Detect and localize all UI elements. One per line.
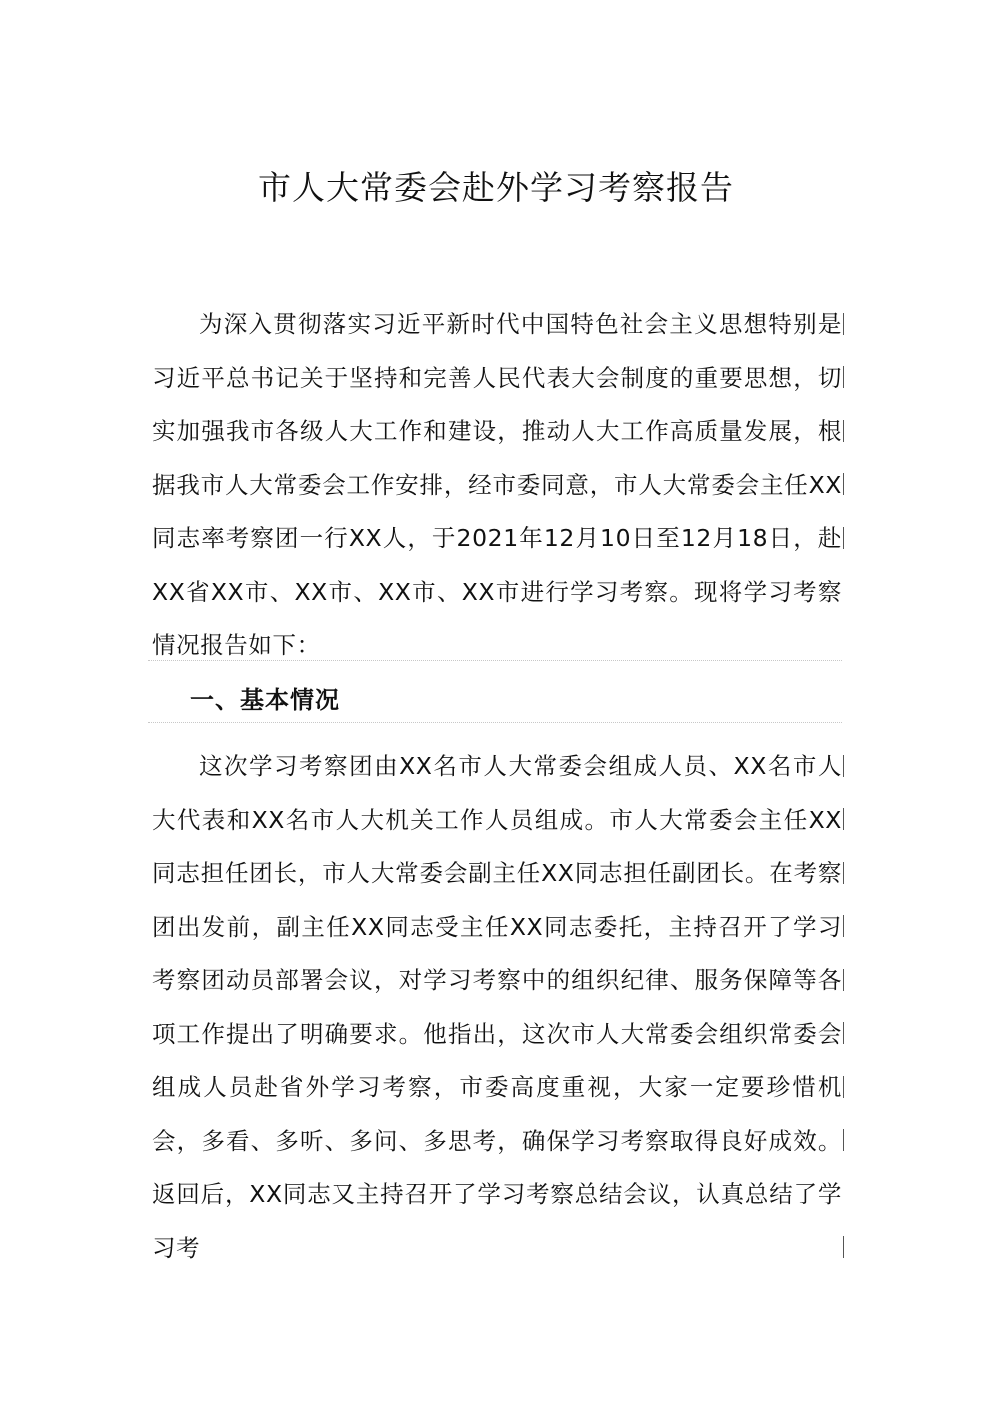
margin-mark (843, 755, 844, 777)
margin-mark (843, 1129, 844, 1151)
margin-mark (843, 862, 844, 884)
paragraph-divider (148, 660, 842, 661)
margin-mark (843, 1236, 844, 1258)
section-1-paragraph-block (152, 740, 842, 1275)
margin-mark (843, 1076, 844, 1098)
intro-paragraph: 为深入贯彻落实习近平新时代中国特色社会主义思想特别是习近平总书记关于坚持和完善人民代表大会制度的重要思想，切实加强我市各级人大工作和建设，推动人大工作高质量发展，根据我市人大常委会工作安排，经市委同意，市人大常委会主任XX同志率考察团一行XX人，于2021年12月10日至12月18日，赴XX省XX市、XX市、XX市、XX市进行学习考察。现将学习考察情况报告如下： (152, 310, 842, 659)
section-1-paragraph: 这次学习考察团由XX名市人大常委会组成人员、XX名市人大代表和XX名市人大机关工作人员组成。市人大常委会主任XX同志担任团长，市人大常委会副主任XX同志担任副团长。在考察团出发前，副主任XX同志受主任XX同志委托，主持召开了学习考察团动员部署会议，对学习考察中的组织纪律、服务保障等各项工作提出了明确要求。他指出，这次市人大常委会组织常委会组成人员赴省外学习考察，市委高度重视，大家一定要珍惜机会，多看、多听、多问、多思考，确保学习考察取得良好成效。返回后，XX同志又主持召开了学习考察总结会议，认真总结了学习考 (152, 752, 842, 1262)
margin-mark (843, 915, 844, 937)
margin-mark (843, 313, 844, 335)
document-title: 市人大常委会赴外学习考察报告 (258, 168, 734, 207)
margin-mark (843, 969, 844, 991)
margin-mark (843, 527, 844, 549)
heading-divider (148, 722, 842, 723)
margin-mark (843, 420, 844, 442)
section-heading-basic-situation: 一、基本情况 (190, 686, 340, 714)
margin-mark (843, 366, 844, 388)
margin-mark (843, 473, 844, 495)
intro-paragraph-block (152, 298, 842, 673)
margin-mark (843, 1022, 844, 1044)
margin-mark (843, 808, 844, 830)
